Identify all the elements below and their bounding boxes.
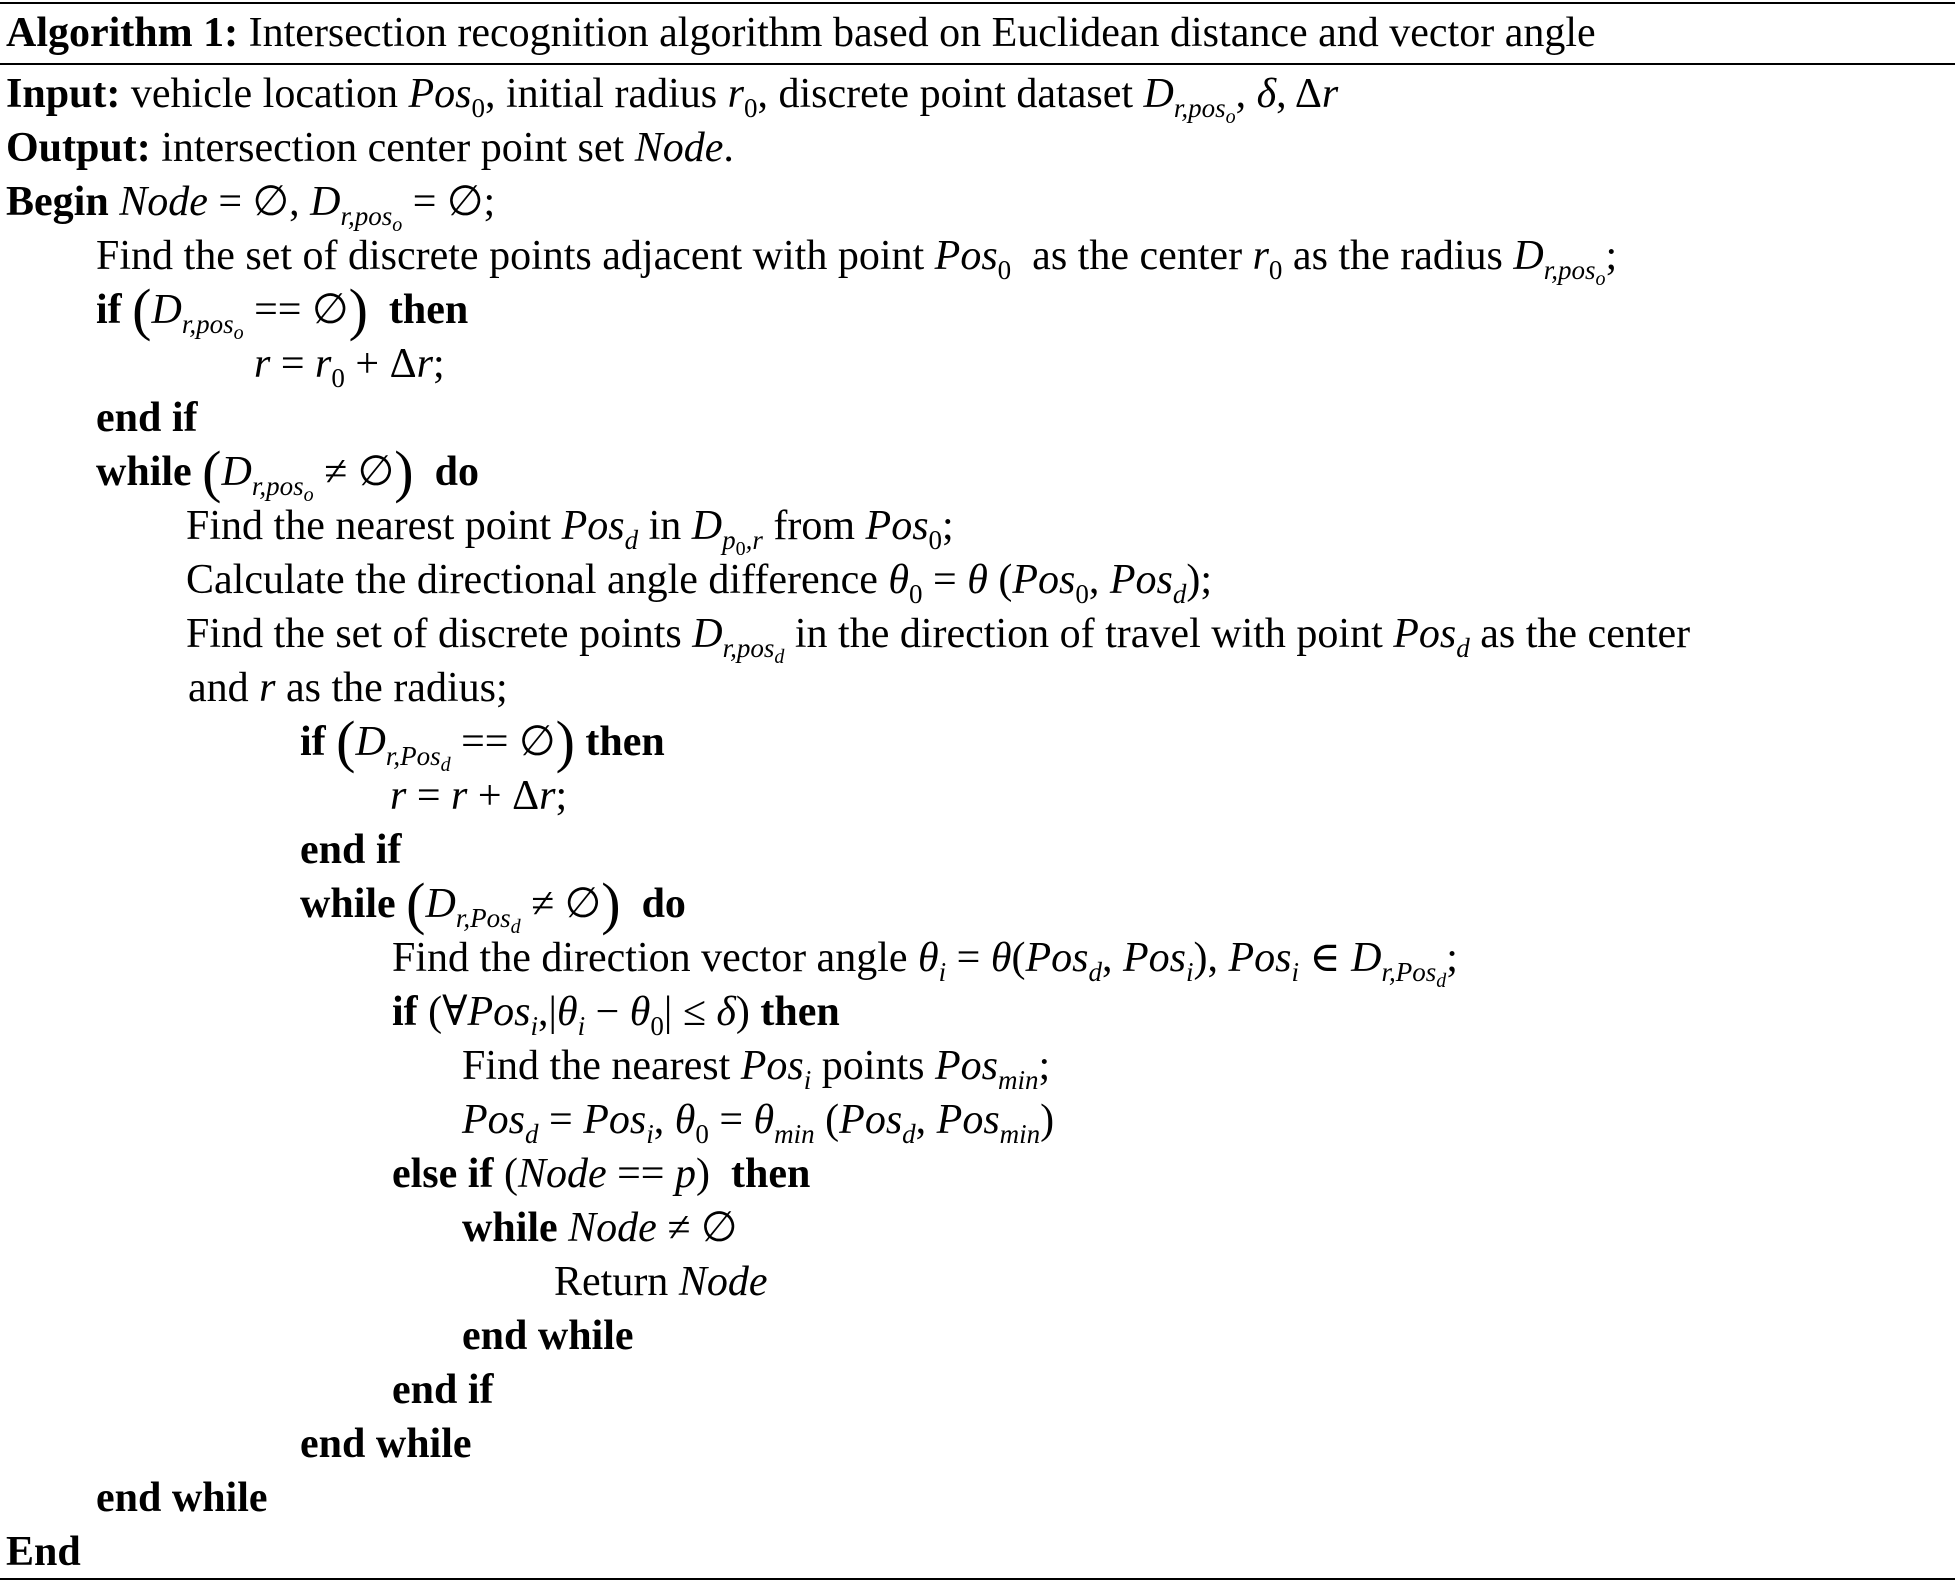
find-direction-set-line: Find the set of discrete points $D_{r,pos_d}$ in the direction of travel with point Pos$_d$ as the center <box>186 611 1691 668</box>
if-empty-line: if ($D_{r,pos_o}$ == ∅) then <box>96 277 469 344</box>
input-text: vehicle location <box>130 71 409 117</box>
bottom-rule <box>0 1578 1955 1580</box>
radius-increment-line: r = r + Δr; <box>390 773 568 819</box>
end-if-line-1: end if <box>96 395 198 441</box>
find-direction-set-line-2: and r as the radius; <box>188 665 508 711</box>
while-line-1: while ($D_{r,pos_o}$ ≠ ∅) do <box>96 439 479 506</box>
while-line-3: while Node ≠ ∅ <box>462 1205 738 1251</box>
find-nearest-line: Find the nearest point Pos$_d$ in $D_{p_0,r}$ from Pos$_0$; <box>186 503 954 560</box>
caption-rule <box>0 63 1955 65</box>
begin-line: Begin Node = ∅, $D_{r,pos_o}$ = ∅; <box>6 179 496 236</box>
if-empty-line-2: if ($D_{r,Pos_d}$ == ∅) then <box>300 709 665 776</box>
update-pos-line: Pos$_d$ = Pos$_i$, $\theta_0 = \theta_{min}$ (Pos$_d$, Pos$_{min}$) <box>462 1097 1055 1149</box>
radius-init-line: $r = r_0 + \Delta r$; <box>254 341 445 393</box>
algorithm-label: Algorithm 1: <box>6 10 239 56</box>
algorithm-title: Intersection recognition algorithm based on Euclidean distance and vector angle <box>248 10 1596 56</box>
find-adjacent-line: Find the set of discrete points adjacent with point Pos$_0$ as the center $r_0$ as the radius $D_{r,pos_o}$; <box>96 233 1618 290</box>
else-if-line: else if (Node == p) then <box>392 1151 811 1197</box>
while-line-2: while ($D_{r,Pos_d}$ ≠ ∅) do <box>300 871 686 938</box>
end-while-line-1: end while <box>96 1475 268 1521</box>
end-if-line-3: end if <box>392 1367 494 1413</box>
direction-vector-line: Find the direction vector angle $\theta_i = \theta(Pos_d$, Pos$_i$), Pos$_i$ ∈ $D_{r,Pos_d}$; <box>392 935 1458 992</box>
output-keyword: Output: <box>6 125 151 171</box>
output-text: intersection center point set <box>161 125 635 171</box>
calc-angle-line: Calculate the directional angle difference $\theta_0 = \theta$ (Pos$_0$, Pos$_d$); <box>186 557 1212 609</box>
return-line: Return Node <box>554 1259 768 1305</box>
input-keyword: Input: <box>6 71 121 117</box>
find-nearest-pos-line: Find the nearest Pos$_i$ points Pos$_{min}$; <box>462 1043 1051 1095</box>
end-while-line-2: end while <box>300 1421 472 1467</box>
algorithm-caption <box>6 6 1596 60</box>
output-line: Output: intersection center point set Node. <box>6 125 734 171</box>
if-angle-line: if $(\forall Pos_i,|\theta_i - \theta_0| \le \delta)$ then <box>392 989 840 1041</box>
input-line: Input: vehicle location Pos$_0$, initial radius $r_0$, discrete point dataset $D_{r,pos_o}$, δ, Δr <box>6 71 1339 128</box>
end-while-line-3: end while <box>462 1313 634 1359</box>
top-rule <box>0 2 1955 4</box>
end-if-line-2: end if <box>300 827 402 873</box>
begin-keyword: Begin <box>6 179 109 225</box>
end-line: End <box>6 1529 81 1575</box>
